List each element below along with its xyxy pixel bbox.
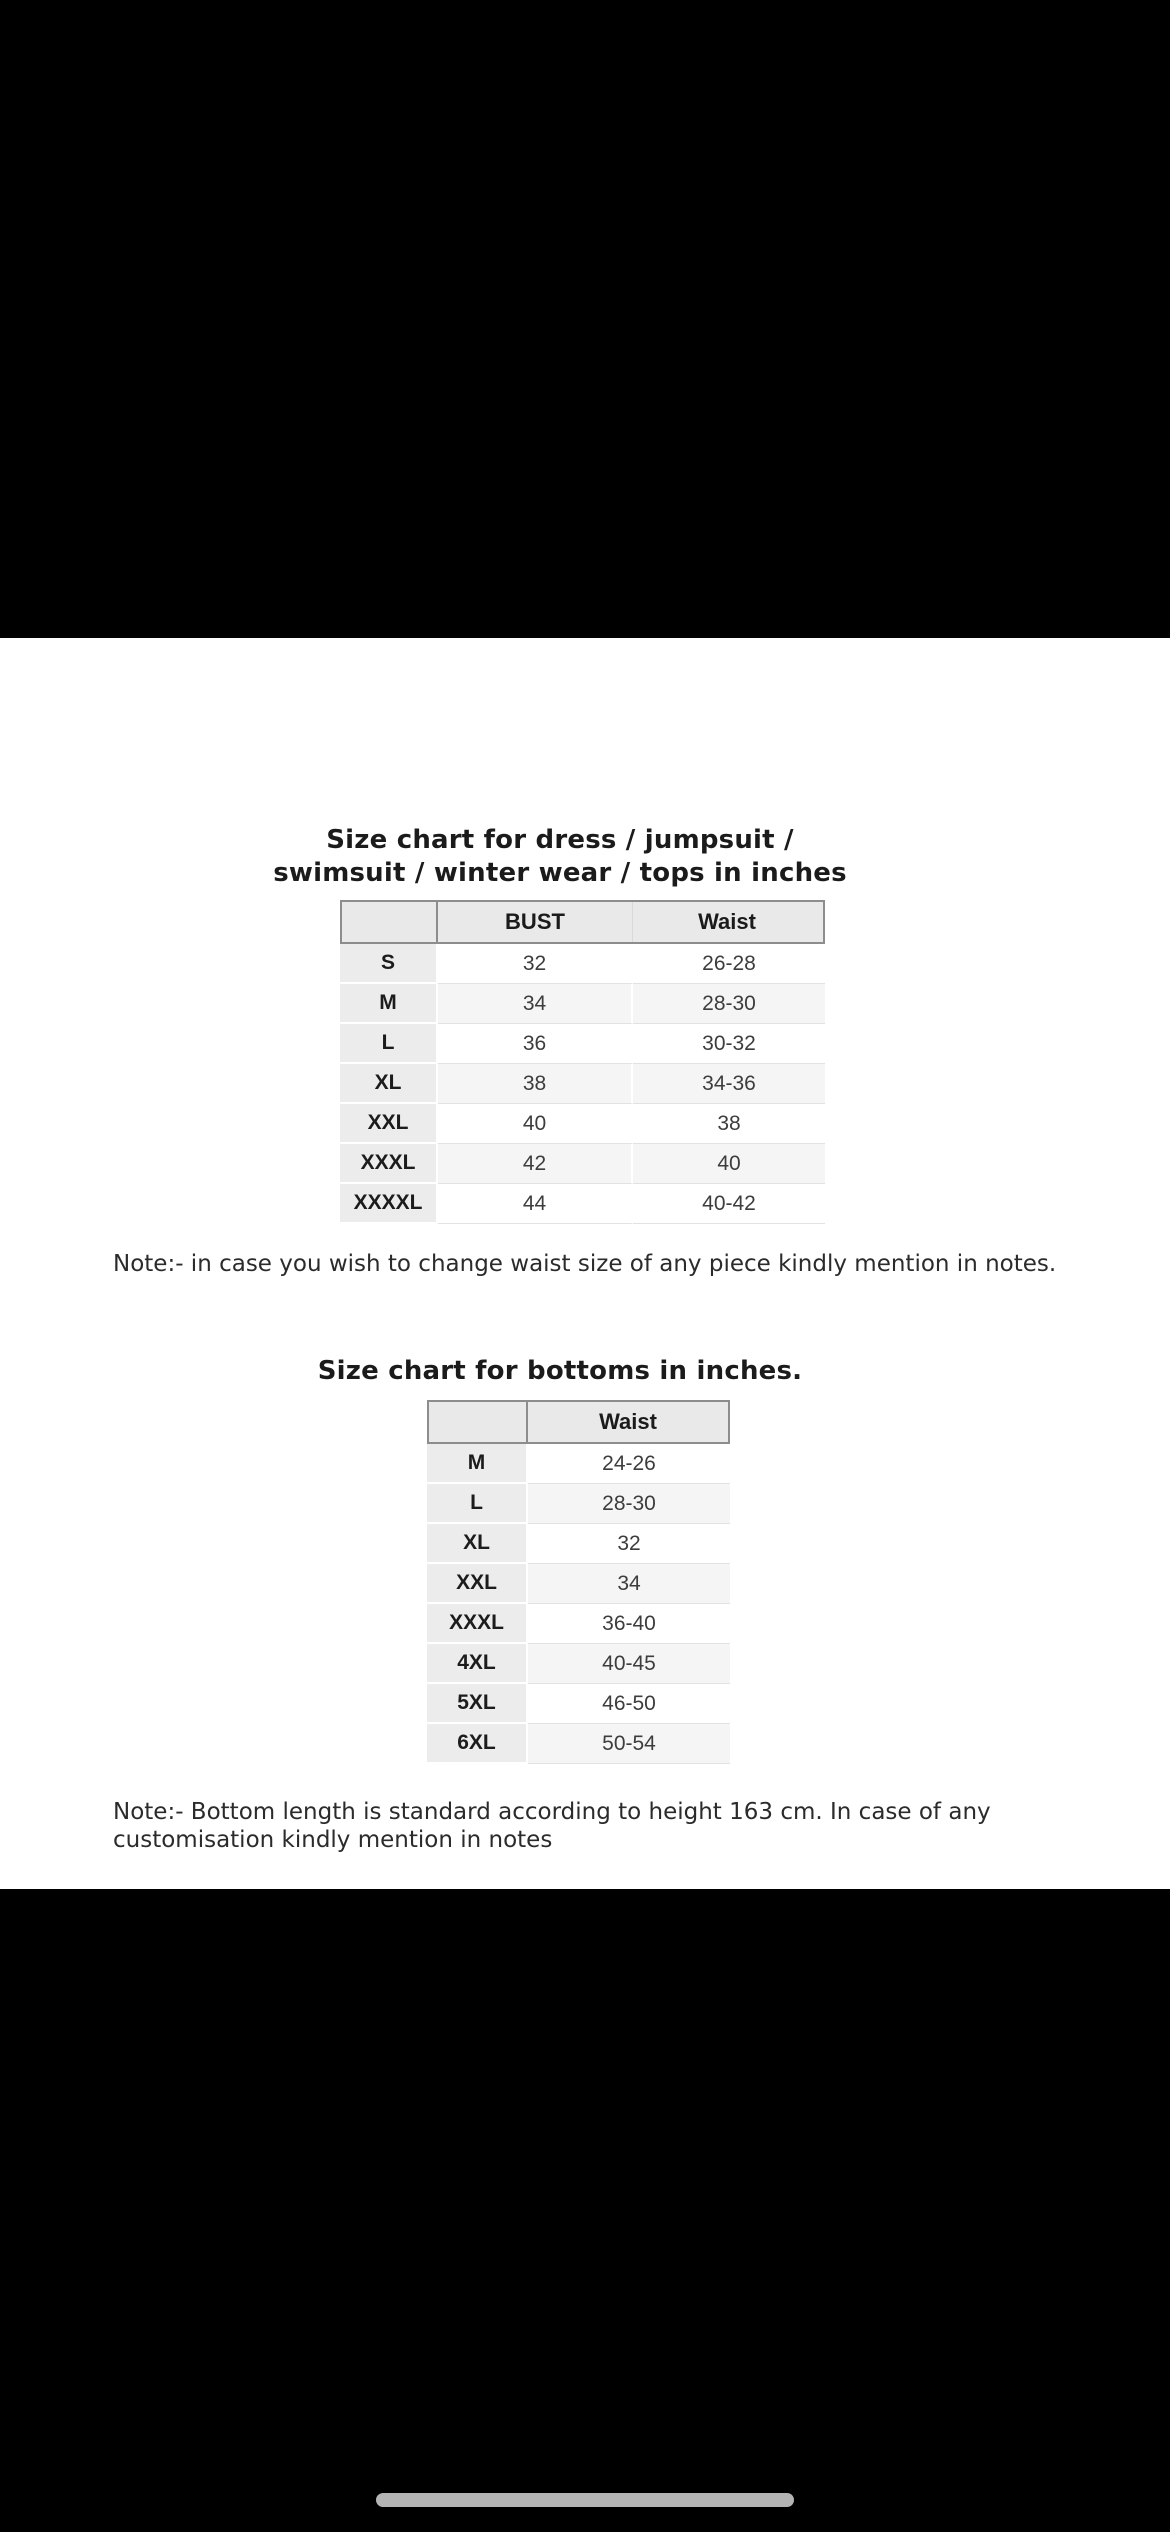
size-label: 4XL: [427, 1644, 528, 1684]
table-row: [427, 1444, 730, 1484]
waist-value: 34-36: [633, 1064, 825, 1104]
table-row: [340, 984, 825, 1024]
waist-value: 24-26: [528, 1444, 730, 1484]
column-header-waist: Waist: [698, 909, 756, 934]
waist-value: 40-42: [633, 1184, 825, 1224]
bust-value: 42: [438, 1144, 633, 1184]
table-row: [340, 1184, 825, 1224]
dress-size-table-header: [340, 900, 825, 944]
size-label: M: [340, 984, 438, 1024]
size-label: M: [427, 1444, 528, 1484]
corner-cell: [342, 902, 438, 942]
bottom-length-note-line2: customisation kindly mention in notes: [113, 1827, 553, 1853]
waist-change-note: Note:- in case you wish to change waist size of any piece kindly mention in notes.: [113, 1251, 1057, 1277]
dress-size-table: [340, 900, 825, 1224]
table-row: [427, 1484, 730, 1524]
table-row: [340, 1144, 825, 1184]
bust-value: 38: [438, 1064, 633, 1104]
size-label: XXXL: [340, 1144, 438, 1184]
dress-chart-title-line1: Size chart for dress / jumpsuit /: [326, 825, 794, 855]
table-row: [340, 944, 825, 984]
size-label: XL: [427, 1524, 528, 1564]
table-row: [427, 1724, 730, 1764]
home-indicator[interactable]: [376, 2493, 794, 2507]
waist-value: 30-32: [633, 1024, 825, 1064]
table-row: [427, 1684, 730, 1724]
bottoms-size-table: [427, 1400, 730, 1764]
column-header-waist: Waist: [599, 1409, 657, 1434]
table-row: [427, 1644, 730, 1684]
size-label: XXL: [427, 1564, 528, 1604]
size-label: L: [340, 1024, 438, 1064]
waist-value: 50-54: [528, 1724, 730, 1764]
bust-value: 36: [438, 1024, 633, 1064]
waist-value: 36-40: [528, 1604, 730, 1644]
size-label: S: [340, 944, 438, 984]
size-label: XXL: [340, 1104, 438, 1144]
dress-chart-title-line2: swimsuit / winter wear / tops in inches: [273, 858, 847, 888]
size-label: L: [427, 1484, 528, 1524]
corner-cell: [429, 1402, 528, 1442]
waist-value: 28-30: [528, 1484, 730, 1524]
table-row: [427, 1604, 730, 1644]
waist-value: 28-30: [633, 984, 825, 1024]
bust-value: 34: [438, 984, 633, 1024]
size-label: 6XL: [427, 1724, 528, 1764]
bottom-length-note: [113, 1798, 1113, 1854]
size-label: XXXXL: [340, 1184, 438, 1224]
bottoms-size-table-header: [427, 1400, 730, 1444]
waist-value: 46-50: [528, 1684, 730, 1724]
table-row: [340, 1024, 825, 1064]
column-header-bust: BUST: [438, 902, 633, 942]
bust-value: 44: [438, 1184, 633, 1224]
size-chart-page: [0, 638, 1170, 1889]
bust-value: 32: [438, 944, 633, 984]
bottom-length-note-line1: Note:- Bottom length is standard according to height 163 cm. In case of any: [113, 1799, 991, 1825]
size-label: XL: [340, 1064, 438, 1104]
waist-value: 34: [528, 1564, 730, 1604]
bottoms-size-table-body: [427, 1444, 730, 1764]
size-label: XXXL: [427, 1604, 528, 1644]
table-row: [427, 1524, 730, 1564]
dress-chart-title: [0, 824, 1120, 890]
dress-size-table-body: [340, 944, 825, 1224]
waist-value: 38: [633, 1104, 825, 1144]
bust-value: 40: [438, 1104, 633, 1144]
table-row: [340, 1104, 825, 1144]
waist-value: 32: [528, 1524, 730, 1564]
waist-value: 26-28: [633, 944, 825, 984]
waist-value: 40-45: [528, 1644, 730, 1684]
size-label: 5XL: [427, 1684, 528, 1724]
bottoms-chart-title: Size chart for bottoms in inches.: [317, 1356, 803, 1386]
waist-value: 40: [633, 1144, 825, 1184]
table-row: [427, 1564, 730, 1604]
table-row: [340, 1064, 825, 1104]
